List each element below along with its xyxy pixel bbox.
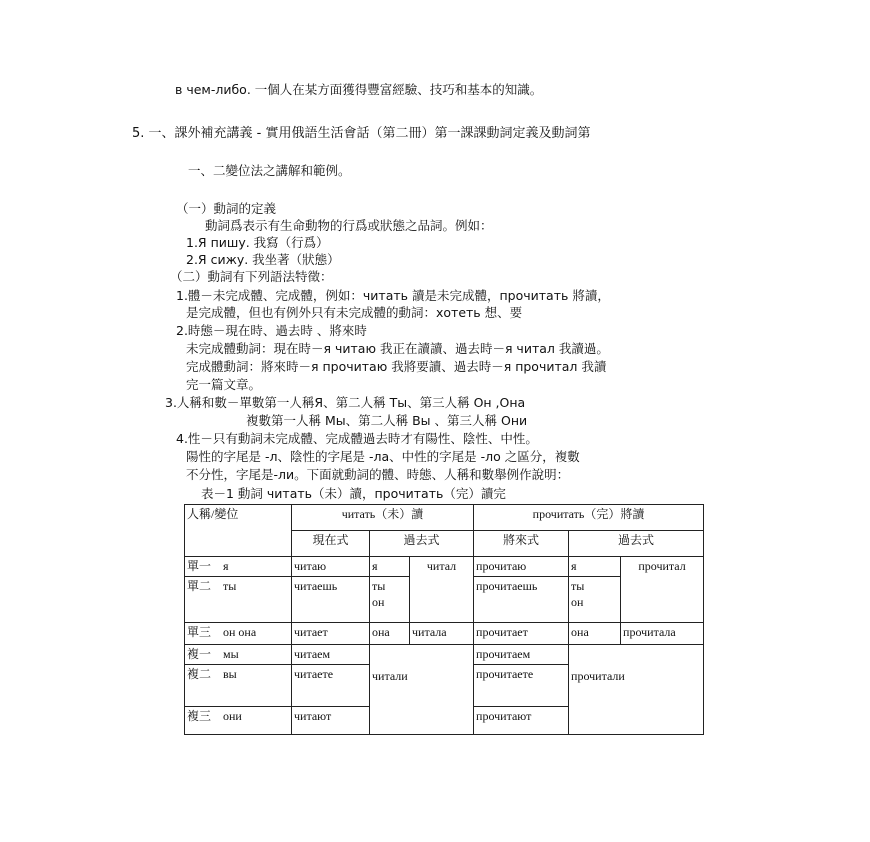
example-1: 1.Я пишу. 我寫（行爲） [186,235,329,250]
present-cell: читает [292,623,370,645]
past-imperf-plural: читали [372,669,408,683]
feature-person: 3.人稱和數－單數第一人稱Я、第二人稱 Ты、第三人稱 Он ,Она [165,395,526,410]
header-future: 將來式 [474,531,569,557]
past-perf-plural-cell [569,645,704,735]
future-cell: прочитаю [474,557,569,577]
person-cell: 複一 мы [185,645,292,665]
future-cell: прочитаешь [474,577,569,623]
text-line-1: в чем-либо. 一個人在某方面獲得豐富經驗、技巧和基本的知識。 [175,82,543,97]
pronoun-cell: я [569,557,621,577]
feature-gender-endings: 陽性的字尾是 -л、陰性的字尾是 -ла、中性的字尾是 -ло 之區分，複數 [186,449,580,464]
subsection-definition: （一）動詞的定義 [176,201,277,216]
feature-tense: 2.時態－現在時、過去時 、將來時 [176,323,367,338]
future-cell: прочитает [474,623,569,645]
header-imperfective: читать（未）讀 [292,505,474,531]
feature-gender-plural: 不分性，字尾是-ли。下面就動詞的體、時態、人稱和數舉例作說明： [186,467,570,482]
pronoun-ty: ты [571,579,585,593]
pronoun-ty: ты [372,579,386,593]
feature-tense-perf-cont: 完一篇文章。 [186,377,262,392]
table-caption: 表－1 動詞 читать（未）讀，прочитать（完）讀完 [201,486,506,501]
subsection-features: （二）動詞有下列語法特徵： [170,269,333,284]
header-person: 人稱/變位 [185,505,292,557]
table-row [185,645,704,665]
past-perf-cell: прочитал [621,557,704,623]
past-perf-plural: прочитали [571,669,625,683]
future-cell: прочитаем [474,645,569,665]
conjugation-table [184,504,704,735]
person-cell: 單二 ты [185,577,292,623]
pronoun-on: он [571,595,584,609]
past-perf-cell: прочитала [621,623,704,645]
future-cell: прочитаете [474,665,569,707]
present-cell: читаешь [292,577,370,623]
person-cell: 單一 я [185,557,292,577]
present-cell: читаете [292,665,370,707]
present-cell: читаю [292,557,370,577]
future-cell: прочитают [474,707,569,735]
section-heading-cont: 一、二變位法之講解和範例。 [188,163,351,178]
feature-tense-perf: 完成體動詞：將來時－я прочитаю 我將要讀、過去時－я прочитал 我讀 [186,359,607,374]
header-perfective: прочитать（完）將讀 [474,505,704,531]
pronoun-cell: она [370,623,410,645]
past-imperf-cell: читал [410,557,474,623]
pronoun-cell [370,577,410,623]
person-cell: 複三 они [185,707,292,735]
table-header-row [185,505,704,531]
feature-aspect-cont: 是完成體，但也有例外只有未完成體的動詞：хотеть 想、要 [186,305,523,320]
person-cell: 複二 вы [185,665,292,707]
header-past-perf: 過去式 [569,531,704,557]
feature-person-plural: 複數第一人稱 Мы、第二人稱 Вы 、第三人稱 Они [246,413,528,428]
pronoun-cell: она [569,623,621,645]
feature-tense-imperf: 未完成體動詞：現在時－я читаю 我正在讀讀、過去時－я читал 我讀過。 [186,341,609,356]
past-imperf-cell: читала [410,623,474,645]
example-2: 2.Я сижу. 我坐著（狀態） [186,252,340,267]
header-present: 現在式 [292,531,370,557]
pronoun-cell: я [370,557,410,577]
table-row [185,557,704,577]
section-heading: 5. 一、課外補充講義 - 實用俄語生活會話（第二冊）第一課課動詞定義及動詞第 [132,126,591,141]
header-past-imperf: 過去式 [370,531,474,557]
pronoun-on: он [372,595,385,609]
person-cell: 單三 он она [185,623,292,645]
pronoun-cell [569,577,621,623]
past-imperf-plural-cell [370,645,474,735]
feature-aspect: 1.體－未完成體、完成體，例如：читать 讀是未完成體，прочитать 將讀， [176,288,610,303]
definition-text: 動詞爲表示有生命動物的行爲或狀態之品詞。例如： [205,218,493,233]
feature-gender: 4.性－只有動詞未完成體、完成體過去時才有陽性、陰性、中性。 [176,431,538,446]
table-row [185,623,704,645]
present-cell: читают [292,707,370,735]
present-cell: читаем [292,645,370,665]
